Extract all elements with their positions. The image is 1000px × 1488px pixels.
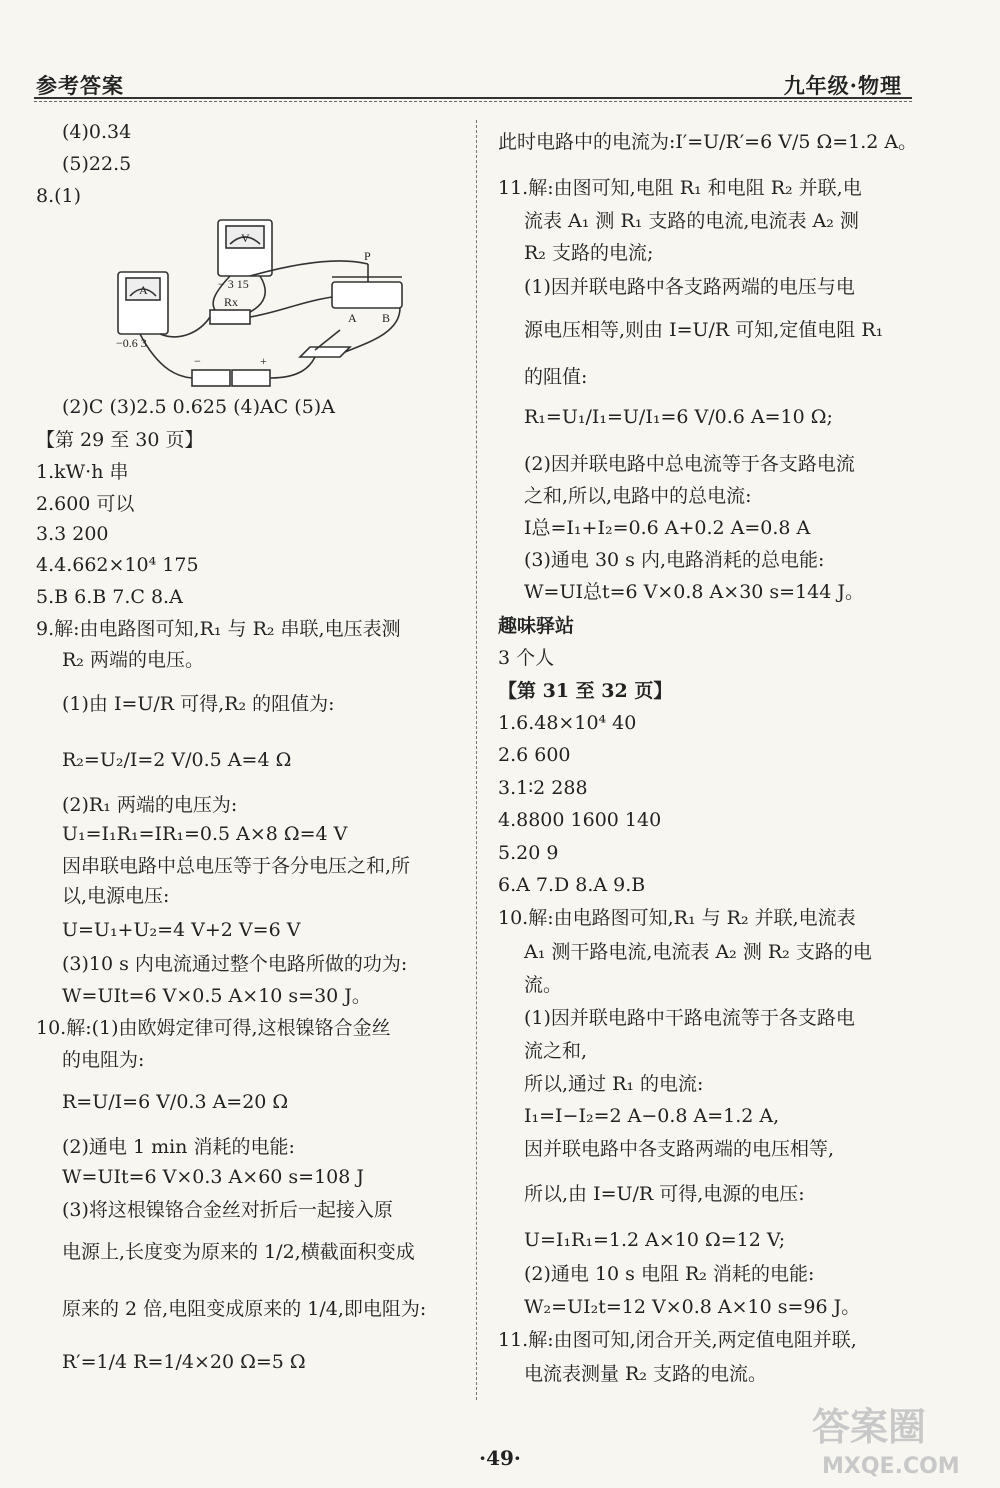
- right-line: W=UI总t=6 V×0.8 A×30 s=144 J。: [524, 581, 864, 603]
- voltmeter-terminals: − 3 15: [218, 277, 249, 291]
- left-line: (1)由 I=U/R 可得,R₂ 的阻值为:: [62, 693, 335, 715]
- right-line: 流表 A₁ 测 R₁ 支路的电流,电流表 A₂ 测: [524, 210, 859, 232]
- page-number: ·49·: [479, 1446, 521, 1470]
- right-line: (2)通电 10 s 电阻 R₂ 消耗的电能:: [524, 1263, 815, 1285]
- right-line: 因并联电路中各支路两端的电压相等,: [524, 1138, 835, 1160]
- right-line: 4.8800 1600 140: [498, 809, 662, 831]
- battery-plus-label: +: [260, 354, 267, 368]
- ammeter-label: A: [139, 283, 148, 297]
- right-line: 6.A 7.D 8.A 9.B: [498, 874, 646, 896]
- rheostat-b-label: B: [382, 311, 391, 325]
- right-line: 电流表测量 R₂ 支路的电流。: [524, 1363, 768, 1385]
- header-right: 九年级·物理: [783, 73, 902, 98]
- left-line: 3.3 200: [36, 523, 109, 545]
- left-line: (2)R₁ 两端的电压为:: [62, 794, 238, 816]
- right-line: 11.解:由图可知,闭合开关,两定值电阻并联,: [498, 1329, 857, 1351]
- left-line: 原来的 2 倍,电阻变成原来的 1/4,即电阻为:: [62, 1298, 427, 1320]
- header-rule: [34, 97, 912, 99]
- right-line: 1.6.48×10⁴ 40: [498, 712, 637, 734]
- right-line: 所以,由 I=U/R 可得,电源的电压:: [524, 1183, 805, 1205]
- header-rule-dashed: [34, 101, 912, 102]
- left-line: W=UIt=6 V×0.5 A×10 s=30 J。: [62, 985, 371, 1007]
- rheostat-p-label: P: [364, 249, 371, 263]
- left-line: 【第 29 至 30 页】: [36, 429, 204, 451]
- battery-minus-label: −: [194, 354, 201, 368]
- watermark-line2: MXQE.COM: [822, 1454, 960, 1479]
- right-line: 3 个人: [498, 647, 555, 669]
- right-line: 5.20 9: [498, 842, 559, 864]
- right-line: 的阻值:: [524, 366, 588, 388]
- right-line: 10.解:由电路图可知,R₁ 与 R₂ 并联,电流表: [498, 907, 856, 929]
- left-line: 因串联电路中总电压等于各分电压之和,所: [62, 855, 411, 877]
- left-line: 2.600 可以: [36, 493, 135, 515]
- left-line: 以,电源电压:: [62, 885, 170, 907]
- left-line: (4)0.34: [62, 121, 132, 143]
- left-line: 10.解:(1)由欧姆定律可得,这根镍铬合金丝: [36, 1017, 391, 1039]
- right-line: 流。: [524, 974, 563, 996]
- ammeter-terminals: −0.6 3: [116, 336, 147, 350]
- resistor-label: Rx: [224, 295, 239, 309]
- left-line: (3)将这根镍铬合金丝对折后一起接入原: [62, 1199, 393, 1221]
- left-line: (2)通电 1 min 消耗的电能:: [62, 1136, 295, 1158]
- left-line: 1.kW·h 串: [36, 461, 129, 483]
- right-line: 此时电路中的电流为:I′=U/R′=6 V/5 Ω=1.2 A。: [498, 131, 918, 153]
- left-line: R′=1/4 R=1/4×20 Ω=5 Ω: [62, 1351, 306, 1373]
- right-line: 2.6 600: [498, 744, 571, 766]
- right-line: 3.1∶2 288: [498, 777, 588, 799]
- circuit-diagram: [100, 212, 460, 392]
- right-line: 流之和,: [524, 1040, 588, 1062]
- left-line: (2)C (3)2.5 0.625 (4)AC (5)A: [62, 396, 335, 418]
- right-line: (3)通电 30 s 内,电路消耗的总电能:: [524, 549, 825, 571]
- right-line: W₂=UI₂t=12 V×0.8 A×10 s=96 J。: [524, 1296, 861, 1318]
- right-line: I₁=I−I₂=2 A−0.8 A=1.2 A,: [524, 1105, 780, 1127]
- right-line: U=I₁R₁=1.2 A×10 Ω=12 V;: [524, 1229, 786, 1251]
- left-line: 9.解:由电路图可知,R₁ 与 R₂ 串联,电压表测: [36, 618, 401, 640]
- watermark-logo: [802, 1395, 972, 1480]
- left-line: (3)10 s 内电流通过整个电路所做的功为:: [62, 953, 408, 975]
- rheostat-a-label: A: [348, 311, 357, 325]
- right-line: 源电压相等,则由 I=U/R 可知,定值电阻 R₁: [524, 319, 884, 341]
- left-line: 4.4.662×10⁴ 175: [36, 554, 199, 576]
- right-line: (2)因并联电路中总电流等于各支路电流: [524, 453, 855, 475]
- right-line: I总=I₁+I₂=0.6 A+0.2 A=0.8 A: [524, 517, 811, 539]
- right-line: 【第 31 至 32 页】: [498, 680, 673, 702]
- watermark-line1: 答案圈: [812, 1405, 927, 1449]
- right-line: 之和,所以,电路中的总电流:: [524, 485, 752, 507]
- column-divider: [476, 120, 477, 1400]
- right-line: 所以,通过 R₁ 的电流:: [524, 1073, 704, 1095]
- right-line: 趣味驿站: [498, 615, 575, 637]
- left-line: R₂=U₂/I=2 V/0.5 A=4 Ω: [62, 749, 292, 771]
- left-line: 5.B 6.B 7.C 8.A: [36, 586, 183, 608]
- voltmeter-label: V: [241, 231, 250, 245]
- right-line: 11.解:由图可知,电阻 R₁ 和电阻 R₂ 并联,电: [498, 177, 862, 199]
- header-left: 参考答案: [36, 73, 124, 98]
- left-line: (5)22.5: [62, 153, 132, 175]
- left-line: U₁=I₁R₁=IR₁=0.5 A×8 Ω=4 V: [62, 823, 348, 845]
- left-line: W=UIt=6 V×0.3 A×60 s=108 J: [62, 1166, 364, 1188]
- right-line: (1)因并联电路中干路电流等于各支路电: [524, 1007, 855, 1029]
- left-line: R=U/I=6 V/0.3 A=20 Ω: [62, 1091, 289, 1113]
- left-line: 电源上,长度变为原来的 1/2,横截面积变成: [62, 1241, 415, 1263]
- right-line: A₁ 测干路电流,电流表 A₂ 测 R₂ 支路的电: [524, 941, 872, 963]
- left-line: R₂ 两端的电压。: [62, 649, 204, 671]
- right-line: (1)因并联电路中各支路两端的电压与电: [524, 276, 855, 298]
- left-line: 8.(1): [36, 185, 82, 207]
- left-line: U=U₁+U₂=4 V+2 V=6 V: [62, 919, 301, 941]
- right-line: R₁=U₁/I₁=U/I₁=6 V/0.6 A=10 Ω;: [524, 406, 833, 428]
- left-line: 的电阻为:: [62, 1049, 145, 1071]
- right-line: R₂ 支路的电流;: [524, 242, 654, 264]
